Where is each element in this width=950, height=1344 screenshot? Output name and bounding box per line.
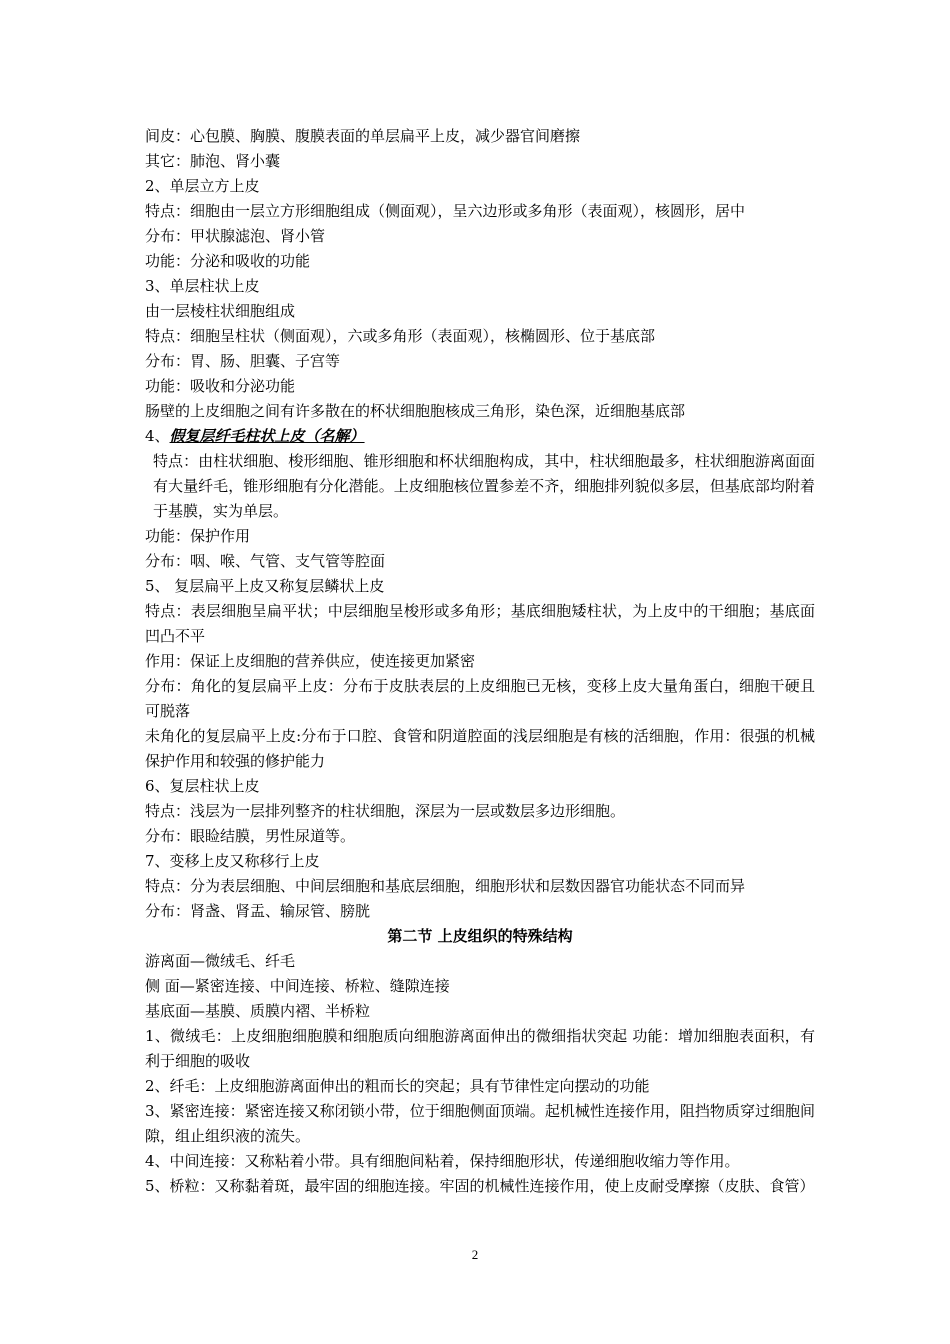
text-paragraph: 未角化的复层扁平上皮:分布于口腔、食管和阴道腔面的浅层细胞是有核的活细胞，作用：很强的机械保护作用和较强的修护能力 [145, 727, 815, 770]
text-paragraph: 5、桥粒：又称黏着斑，最牢固的细胞连接。牢固的机械性连接作用，使上皮耐受摩擦（皮肤、食管） [145, 1177, 815, 1195]
text-paragraph: 分布：角化的复层扁平上皮：分布于皮肤表层的上皮细胞已无核，变移上皮大量角蛋白，细胞干硬且可脱落 [145, 677, 815, 720]
text-line: 分布：肾盏、肾盂、输尿管、膀胱 [145, 902, 371, 920]
list-heading: 2、单层立方上皮 [145, 177, 260, 195]
text-line: 侧 面—紧密连接、中间连接、桥粒、缝隙连接 [145, 977, 450, 995]
text-paragraph: 特点：表层细胞呈扁平状；中层细胞呈梭形或多角形；基底细胞矮柱状，为上皮中的干细胞；基底面凹凸不平 [145, 602, 815, 645]
text-line: 分布：眼睑结膜，男性尿道等。 [145, 827, 356, 845]
document-body [145, 124, 815, 1199]
text-paragraph: 特点：由柱状细胞、梭形细胞、锥形细胞和杯状细胞构成，其中，柱状细胞最多，柱状细胞游离面面有大量纤毛，锥形细胞有分化潜能。上皮细胞核位置参差不齐，细胞排列貌似多层，但基底部均附着于基膜，实为单层。 [153, 452, 815, 520]
text-line: 特点：细胞由一层立方形细胞组成（侧面观），呈六边形或多角形（表面观），核圆形，居中 [145, 202, 746, 220]
page-number: 2 [471, 1247, 479, 1262]
section-title: 第二节 上皮组织的特殊结构 [387, 927, 573, 945]
text-line: 2、纤毛：上皮细胞游离面伸出的粗而长的突起；具有节律性定向摆动的功能 [145, 1077, 650, 1095]
text-paragraph: 3、紧密连接：紧密连接又称闭锁小带，位于细胞侧面顶端。起机械性连接作用，阻挡物质穿过细胞间隙，组止组织液的流失。 [145, 1102, 815, 1145]
text-line: 功能：分泌和吸收的功能 [145, 252, 311, 270]
text-line: 分布：胃、肠、胆囊、子宫等 [145, 352, 341, 370]
text-line: 作用：保证上皮细胞的营养供应，使连接更加紧密 [145, 652, 476, 670]
text-line: 功能：保护作用 [145, 527, 251, 545]
text-line: 特点：细胞呈柱状（侧面观），六或多角形（表面观），核椭圆形、位于基底部 [145, 327, 656, 345]
text-line: 基底面—基膜、质膜内褶、半桥粒 [145, 1002, 371, 1020]
text-line: 间皮：心包膜、胸膜、腹膜表面的单层扁平上皮，减少器官间磨擦 [145, 127, 581, 145]
list-heading: 3、单层柱状上皮 [145, 277, 260, 295]
list-heading [145, 424, 815, 449]
text-line: 其它：肺泡、肾小囊 [145, 152, 281, 170]
text-line: 特点：分为表层细胞、中间层细胞和基底层细胞，细胞形状和层数因器官功能状态不同而异 [145, 877, 746, 895]
text-line: 分布：咽、喉、气管、支气管等腔面 [145, 552, 386, 570]
text-line: 特点：浅层为一层排列整齐的柱状细胞，深层为一层或数层多边形细胞。 [145, 802, 626, 820]
text-line: 分布：甲状腺滤泡、肾小管 [145, 227, 326, 245]
text-line: 游离面—微绒毛、纤毛 [145, 952, 296, 970]
text-line: 功能：吸收和分泌功能 [145, 377, 296, 395]
text-line: 肠壁的上皮细胞之间有许多散在的杯状细胞胞核成三角形，染色深，近细胞基底部 [145, 402, 686, 420]
list-heading: 5、 复层扁平上皮又称复层鳞状上皮 [145, 577, 385, 595]
list-heading: 7、变移上皮又称移行上皮 [145, 852, 320, 870]
text-line: 由一层棱柱状细胞组成 [145, 302, 296, 320]
list-heading: 6、复层柱状上皮 [145, 777, 260, 795]
list-number: 4、 [145, 427, 170, 445]
text-line: 4、中间连接：又称粘着小带。具有细胞间粘着，保持细胞形状，传递细胞收缩力等作用。 [145, 1152, 740, 1170]
term-definition-heading: 假复层纤毛柱状上皮（名解） [169, 427, 365, 445]
text-paragraph: 1、微绒毛：上皮细胞细胞膜和细胞质向细胞游离面伸出的微细指状突起 功能：增加细胞表面积，有利于细胞的吸收 [145, 1027, 815, 1070]
